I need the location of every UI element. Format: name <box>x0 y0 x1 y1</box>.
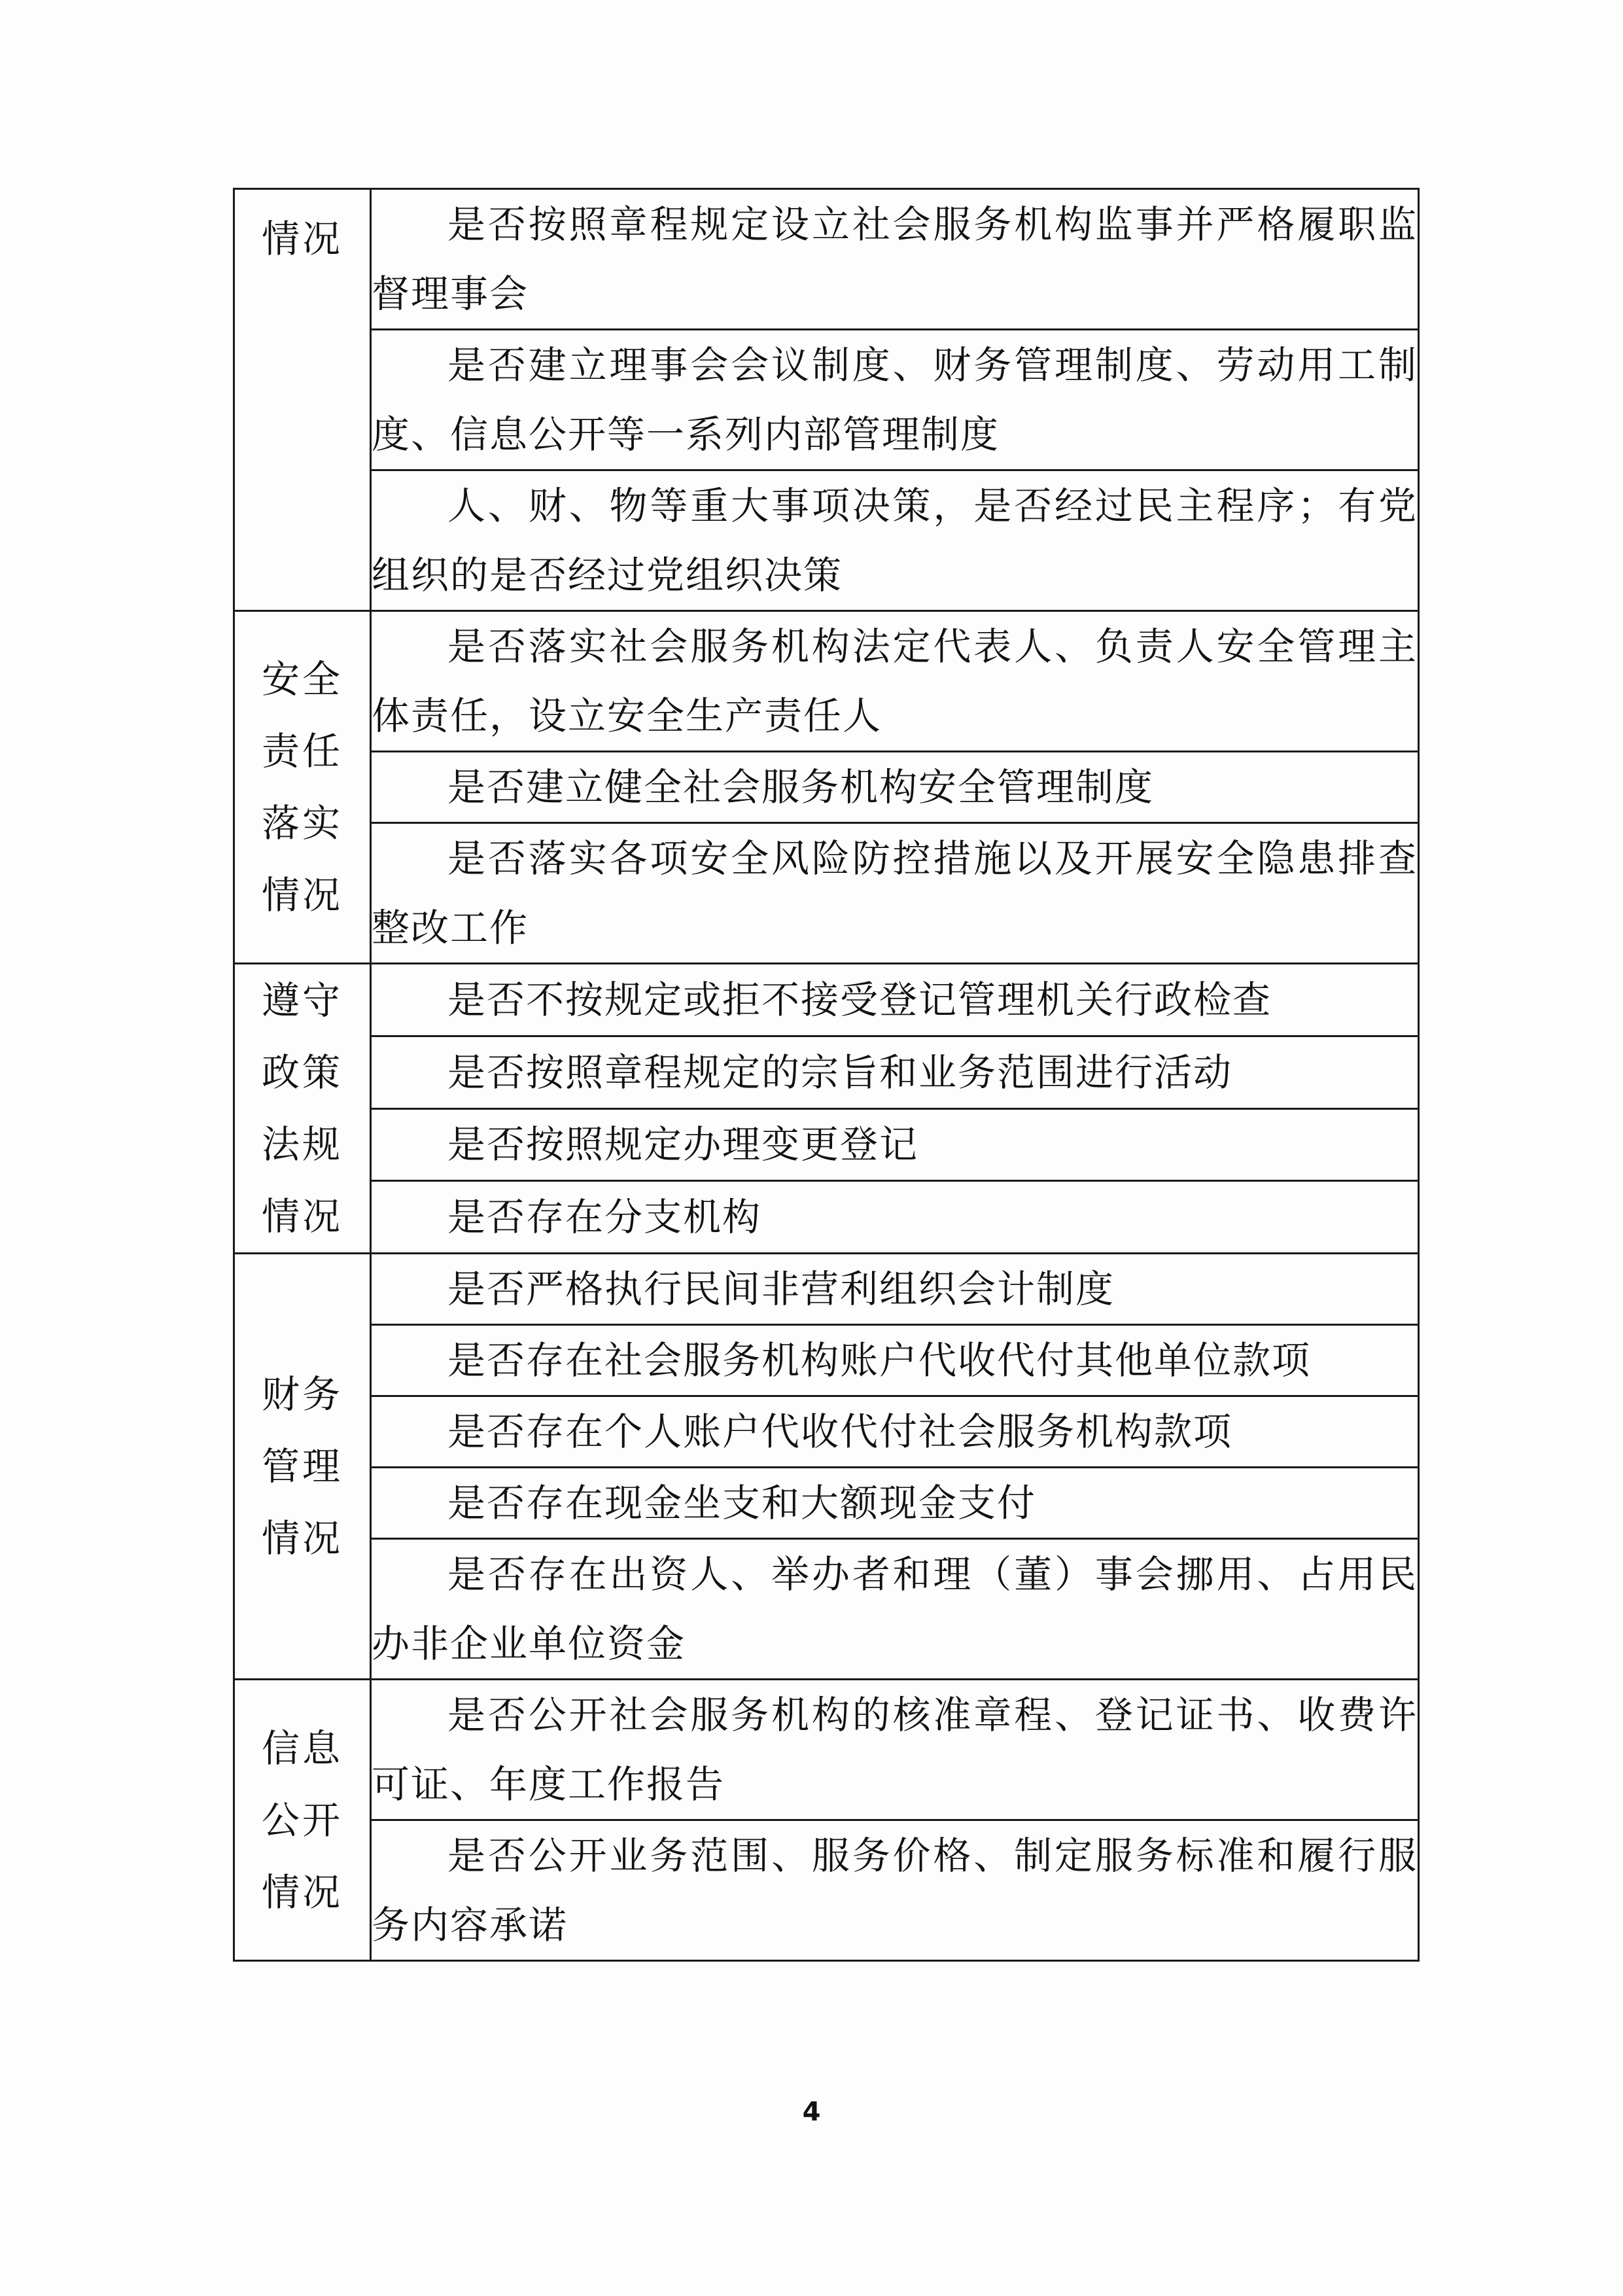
check-item: 是否按照章程规定设立社会服务机构监事并严格履职监督理事会 <box>371 189 1419 330</box>
check-item: 是否公开社会服务机构的核准章程、登记证书、收费许可证、年度工作报告 <box>371 1680 1419 1820</box>
check-item: 是否存在个人账户代收代付社会服务机构款项 <box>371 1396 1419 1468</box>
category-label: 情况 <box>261 217 343 261</box>
table-row <box>234 964 1419 1036</box>
table-row <box>234 1468 1419 1539</box>
table-row <box>234 1325 1419 1396</box>
check-item: 是否严格执行民间非营利组织会计制度 <box>371 1254 1419 1325</box>
inspection-checklist-table <box>233 188 1420 1962</box>
table-row <box>234 823 1419 964</box>
category-label: 遵守政策法规情况 <box>261 978 343 1239</box>
check-item: 是否落实社会服务机构法定代表人、负责人安全管理主体责任，设立安全生产责任人 <box>371 611 1419 752</box>
check-item: 是否建立理事会会议制度、财务管理制度、劳动用工制度、信息公开等一系列内部管理制度 <box>371 330 1419 470</box>
category-cell <box>234 964 371 1254</box>
table-row <box>234 189 1419 330</box>
check-item: 是否公开业务范围、服务价格、制定服务标准和履行服务内容承诺 <box>371 1820 1419 1961</box>
table-row <box>234 470 1419 611</box>
page-number: 4 <box>802 2097 821 2127</box>
category-label: 安全责任落实情况 <box>261 657 343 917</box>
check-item: 是否存在社会服务机构账户代收代付其他单位款项 <box>371 1325 1419 1396</box>
category-cell <box>234 1680 371 1961</box>
table-row <box>234 1108 1419 1181</box>
table-row <box>234 1820 1419 1961</box>
category-label: 财务管理情况 <box>261 1372 343 1561</box>
check-item: 是否存在出资人、举办者和理（董）事会挪用、占用民办非企业单位资金 <box>371 1539 1419 1680</box>
category-cell <box>234 1254 371 1680</box>
check-item: 是否按照章程规定的宗旨和业务范围进行活动 <box>371 1036 1419 1108</box>
table-row <box>234 1181 1419 1254</box>
check-item: 人、财、物等重大事项决策，是否经过民主程序；有党组织的是否经过党组织决策 <box>371 470 1419 611</box>
table-row <box>234 1036 1419 1108</box>
table-row <box>234 1680 1419 1820</box>
check-item: 是否建立健全社会服务机构安全管理制度 <box>371 752 1419 823</box>
table-row <box>234 1254 1419 1325</box>
table-row <box>234 330 1419 470</box>
category-cell <box>234 611 371 964</box>
check-item: 是否按照规定办理变更登记 <box>371 1108 1419 1181</box>
table-row <box>234 1396 1419 1468</box>
table-row <box>234 752 1419 823</box>
table-row <box>234 1539 1419 1680</box>
table-row <box>234 611 1419 752</box>
check-item: 是否存在现金坐支和大额现金支付 <box>371 1468 1419 1539</box>
check-item: 是否落实各项安全风险防控措施以及开展安全隐患排查整改工作 <box>371 823 1419 964</box>
check-item: 是否不按规定或拒不接受登记管理机关行政检查 <box>371 964 1419 1036</box>
category-label: 信息公开情况 <box>261 1725 343 1915</box>
check-item: 是否存在分支机构 <box>371 1181 1419 1254</box>
category-cell <box>234 189 371 611</box>
